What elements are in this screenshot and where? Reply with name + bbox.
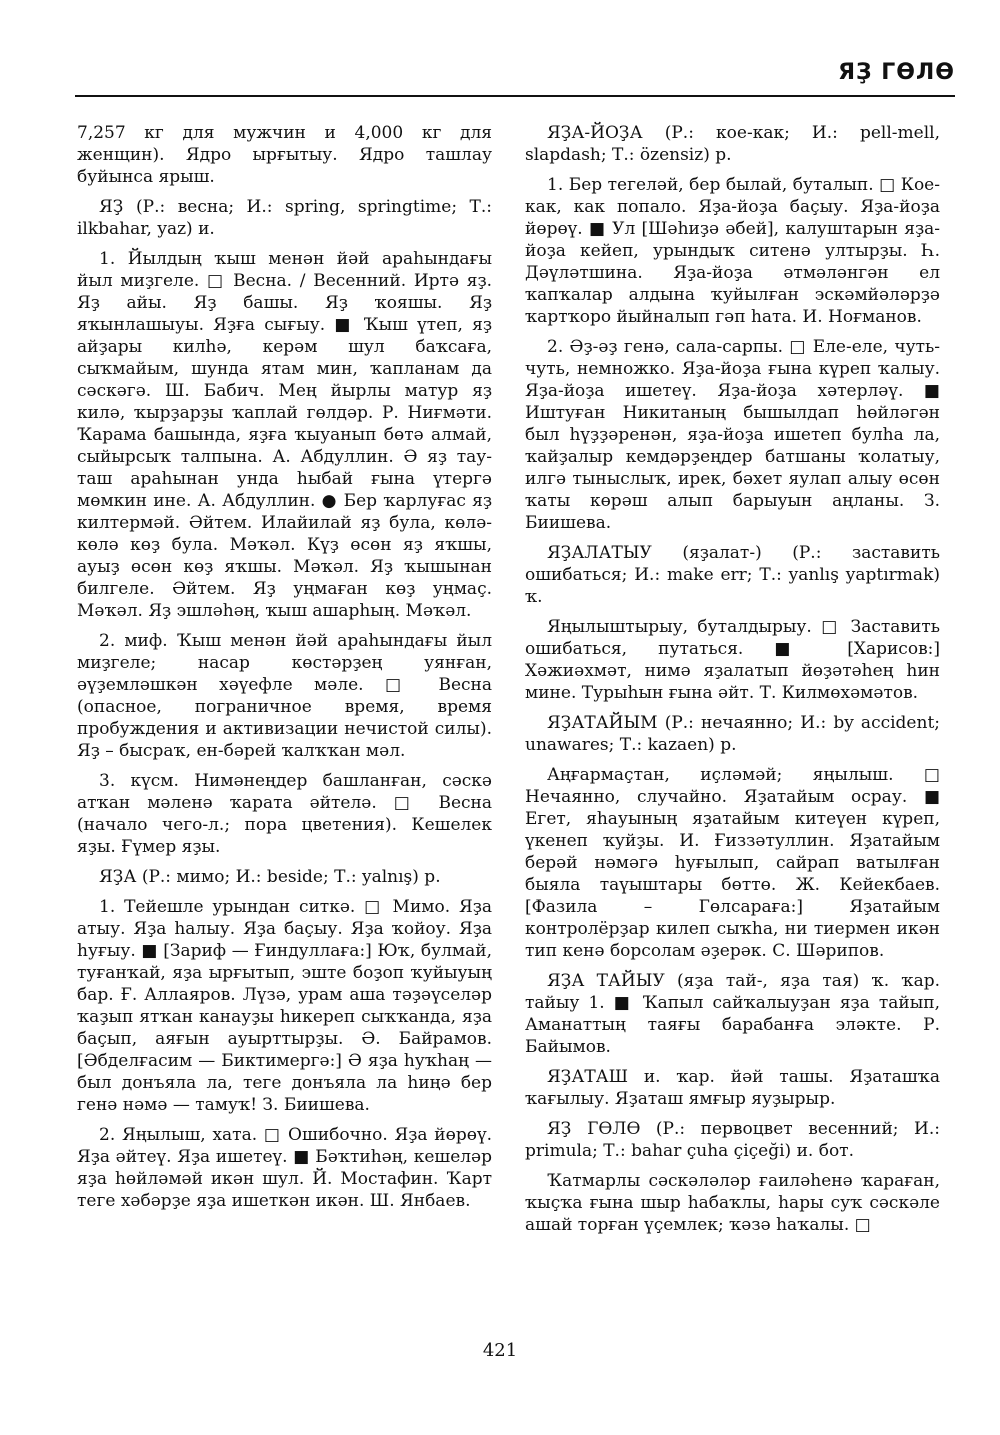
entry-headword-line: ЯҘА-ЙОҘА (Р.: кое-как; И.: pell-mell, slapdash; Т.: özensiz) р. xyxy=(525,123,940,165)
entry-headword-line: ЯҘАТАЙЫМ (Р.: нечаянно; И.: by accident; unawares; Т.: kazaen) р. xyxy=(525,713,940,755)
entry-headword-line: ЯҘА ТАЙЫУ (яҙа тай-, яҙа тая) ҡ. ҡар. тайыу 1. ■ Ҡапыл сайҡалыуҙан яҙа тайып, Аманаттың таяғы барабанға эләкте. Р. Байымов. xyxy=(525,971,940,1057)
entry-paragraph: 7,257 кг для мужчин и 4,000 кг для женщин). Ядро ырғытыу. Ядро ташлау буйынса ярыш. xyxy=(77,123,492,187)
entry-headword-line: ЯҘ (Р.: весна; И.: spring, springtime; Т.: ilkbahar, yaz) и. xyxy=(77,197,492,239)
entry-headword-line: ЯҘ ГӨЛӨ (Р.: первоцвет весенний; И.: primula; Т.: bahar çuha çiçeği) и. бот. xyxy=(525,1119,940,1161)
header-rule xyxy=(75,95,955,97)
entry-paragraph: Яңылыштырыу, буталдырыу. □ Заставить ошибаться, путаться. ■ [Харисов:] Хәжиәхмәт, нимә яҙалатып йөҙәтәһең һин мине. Турыһын ғына әйт. Т. Килмөхәмәтов. xyxy=(525,617,940,703)
entry-paragraph: 2. Әҙ-әҙ генә, сала-сарпы. □ Еле-еле, чуть-чуть, немножко. Яҙа-йоҙа ғына күреп ҡалыу. Яҙа-йоҙа ишетеү. Яҙа-йоҙа хәтерләү. ■ Иштуған Никитаның бышылдап һөйләгән был һүҙҙәренән, яҙа-йоҙа ишетеп булһа ла, ҡайҙалыр кемдәрҙеңдер батшаны ҡолатыу, илгә тыныслыҡ, ирек, бәхет яулап алыу өсөн ҡаты көрәш алып барыуын аңланы. З. Биишева. xyxy=(525,337,940,533)
entry-paragraph: 1. Йылдың ҡыш менән йәй араһындағы йыл миҙгеле. □ Весна. / Весенний. Иртә яҙ. Яҙ айы. Яҙ башы. Яҙ ҡояшы. Яҙ яҡынлашыуы. Яҙға сығыу. ■ Ҡыш үтеп, яҙ айҙары килһә, керәм шул баҡсаға, сыҡмайым, шунда ятам мин, ҡапланам да сәскәгә. Ш. Бабич. Мең йырлы матур яҙ килә, ҡырҙарҙы ҡаплай гөлдәр. Р. Ниғмәти. Ҡарама башында, яҙға ҡыуанып бөтә алмай, сыйырсыҡ талпына. А. Абдуллин. Ә яҙ тау-таш араһынан унда һыбай ғына үтергә мөмкин ине. А. Абдуллин. ● Бер ҡарлуғас яҙ килтермәй. Әйтем. Илайилай яҙ була, көлә-көлә көҙ була. Мәҡәл. Күҙ өсөн яҙ яҡшы, ауыҙ өсөн көҙ яҡшы. Мәҡәл. Яҙ ҡышынан билгеле. Әйтем. Яҙ уңмаған көҙ уңмаҫ. Мәҡәл. Яҙ эшләһәң, ҡыш ашарһың. Мәҡәл. xyxy=(77,249,492,621)
entry-paragraph: 2. миф. Ҡыш менән йәй араһындағы йыл миҙгеле; насар көстәрҙең уянған, әүҙемләшкән хәүефле мәле. □ Весна (опасное, пограничное время, время пробуждения и активизации нечистой силы). Яҙ – бысраҡ, ен-бәрей ҡалҡҡан мәл. xyxy=(77,631,492,761)
running-head: ЯҘ ГӨЛӨ xyxy=(838,60,955,85)
entry-paragraph: 1. Тейешле урындан ситкә. □ Мимо. Яҙа атыу. Яҙа һалыу. Яҙа баҫыу. Яҙа ҡойоу. Яҙа һуғыу. ■ [Зариф — Ғиндуллаға:] Юҡ, булмай, туғанҡай, яҙа ырғытып, эште боҙоп ҡуйыуың бар. Ғ. Аллаяров. Лүзә, урам аша тәҙәүселәр ҡаҙып ятҡан канауҙы һикереп сыҡҡанда, яҙа баҫып, аяғын ауырттырҙы. Ә. Байрамов. [Әбделғасим — Биктимергә:] Ә яҙа һуҡһаң — был донъяла ла, теге донъяла ла һиңә бер генә нәмә — тамуҡ! З. Биишева. xyxy=(77,897,492,1115)
left-column xyxy=(77,122,492,1220)
entry-paragraph: 3. күсм. Нимәнеңдер башланған, сәскә атҡан мәленә ҡарата әйтелә. □ Весна (начало чего-л.; пора цветения). Кешелек яҙы. Ғүмер яҙы. xyxy=(77,771,492,857)
entry-headword-line: ЯҘАЛАТЫУ (яҙалат-) (Р.: заставить ошибаться; И.: make err; Т.: yanlış yaptırmak) ҡ. xyxy=(525,543,940,607)
entry-paragraph: Аңғармаҫтан, иҫләмәй; яңылыш. □ Нечаянно, случайно. Яҙатайым осрау. ■ Егет, яһауының яҙатайым китеүен күреп, үкенеп ҡуйҙы. И. Ғиззәтуллин. Яҙатайым берәй нәмәгә һуғылып, сайрап ватылған быяла таүыштары бөттө. Ж. Кейекбаев. [Фазила – Гөлсараға:] Яҙатайым контролёрҙар килеп сыҡһа, ни тиермен икән тип кенә борсолам әҙерәк. С. Шәрипов. xyxy=(525,765,940,961)
entry-paragraph: 2. Яңылыш, хата. □ Ошибочно. Яҙа йөрөү. Яҙа әйтеү. Яҙа ишетеү. ■ Бәҡтиһәң, кешеләр яҙа һөйләмәй икән шул. Й. Мостафин. Ҡарт теге хәбәрҙе яҙа ишеткән икән. Ш. Янбаев. xyxy=(77,1125,492,1211)
entry-headword-line: ЯҘАТАШ и. ҡар. йәй ташы. Яҙаташҡа ҡағылыу. Яҙаташ ямғыр яуҙырыр. xyxy=(525,1067,940,1109)
entry-headword-line: ЯҘА (Р.: мимо; И.: beside; Т.: yalnış) р. xyxy=(99,867,441,887)
entry-paragraph: 1. Бер тегеләй, бер былай, буталып. □ Кое-как, как попало. Яҙа-йоҙа баҫыу. Яҙа-йоҙа йөрөү. ■ Ул [Шәһиҙә әбей], калуштарын яҙа-йоҙа кейеп, урындыҡ ситенә ултырҙы. Һ. Дәүләтшина. Яҙа-йоҙа әтмәләнгән ел ҡапҡалар алдына ҡуйылған эскәмйәләрҙә ҡартҡоро йыйналып гәп һата. И. Ноғманов. xyxy=(525,175,940,327)
entry-paragraph: Ҡатмарлы сәскәләләр ғаиләһенә ҡараған, ҡыҫҡа ғына шыр һабаҡлы, һары суҡ сәскәле ашай торған үҫемлек; ҡәзә һаҡалы. □ xyxy=(525,1171,940,1235)
right-column xyxy=(525,122,940,1244)
page-number: 421 xyxy=(482,1340,518,1361)
